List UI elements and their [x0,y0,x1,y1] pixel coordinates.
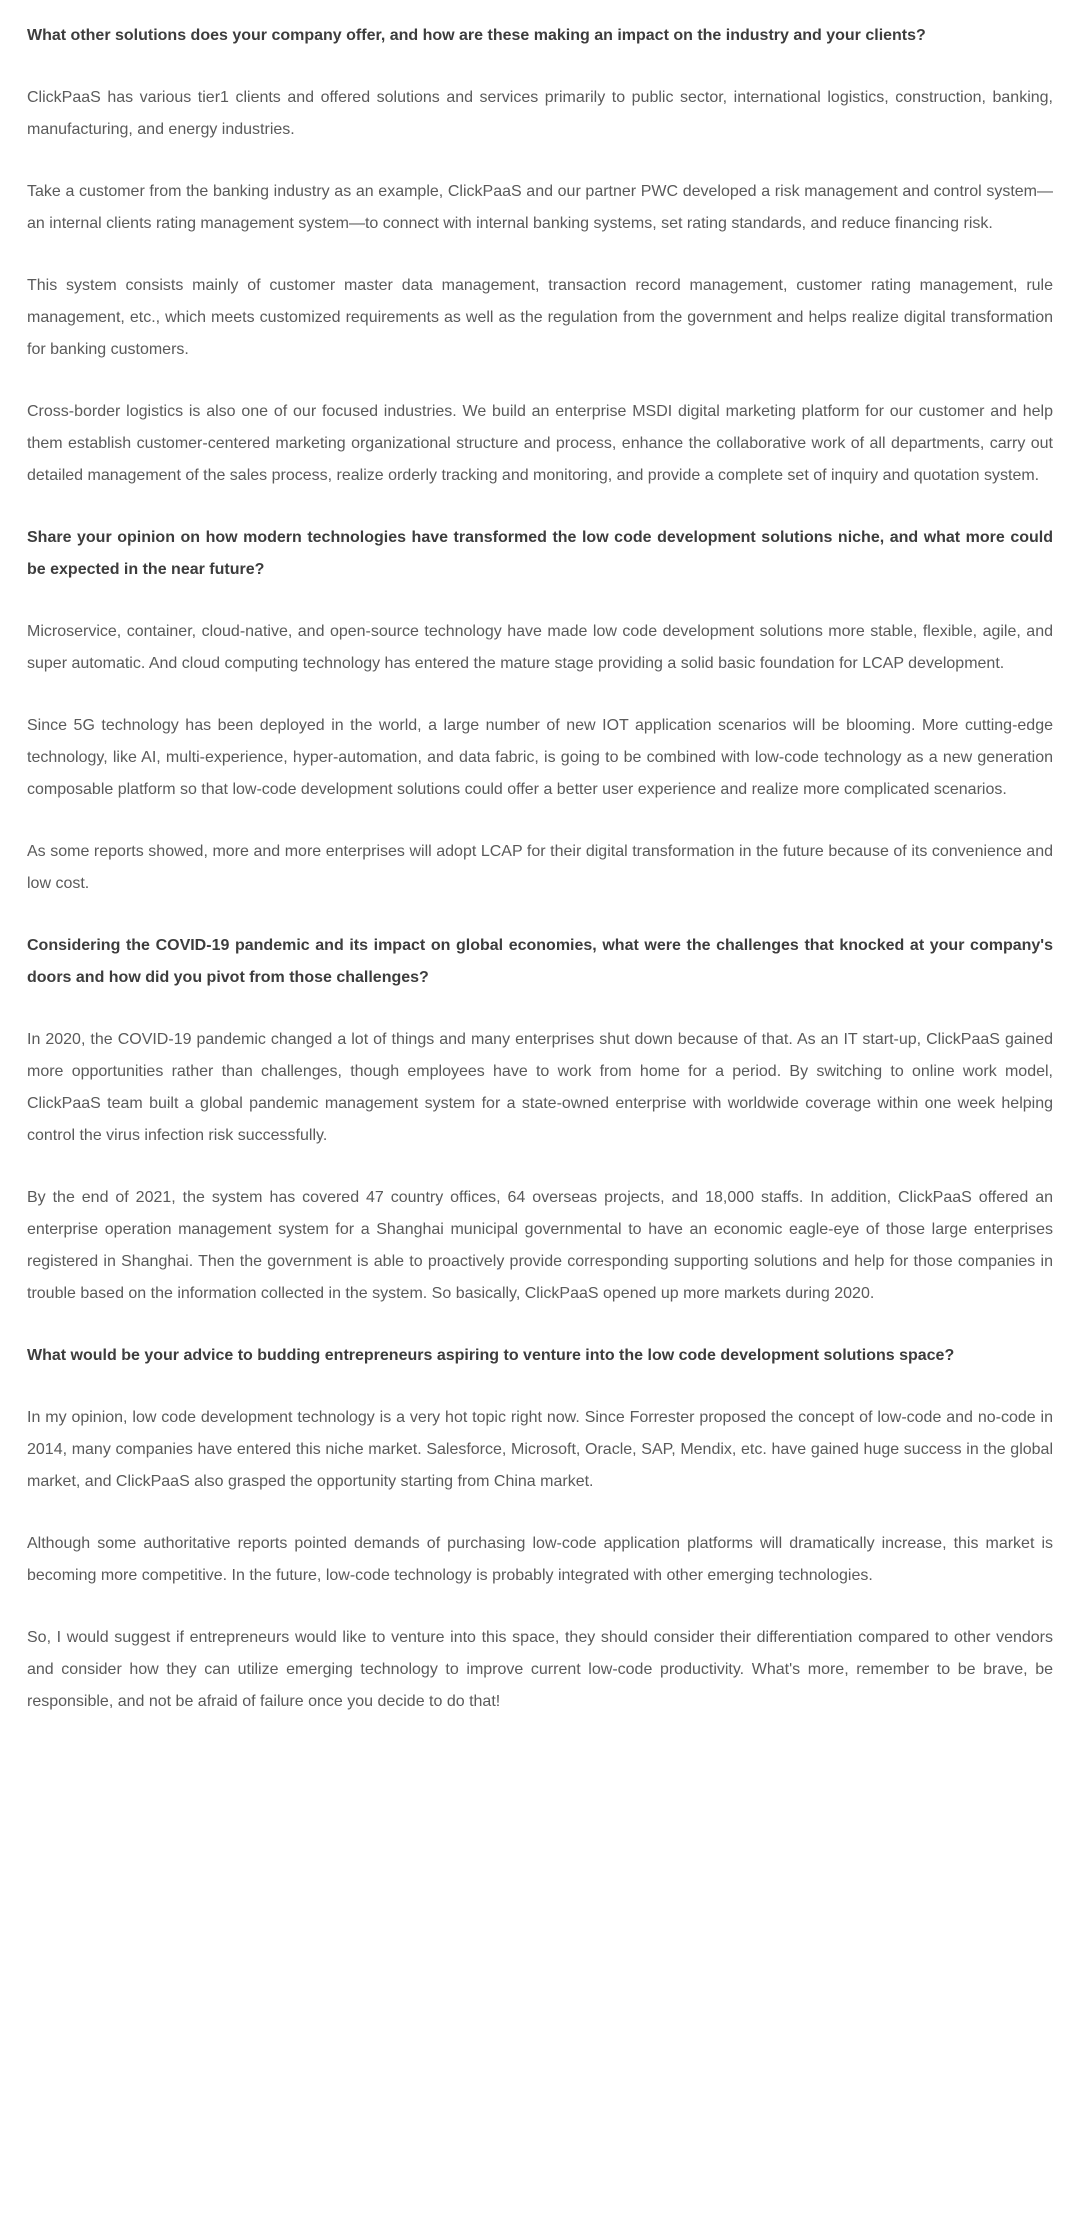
answer-paragraph: In my opinion, low code development technology is a very hot topic right now. Since Forrester proposed the concept of low-code and no-code in 2014, many companies have entered this niche market. Salesforce, Microsoft, Oracle, SAP, Mendix, etc. have gained huge success in the global market, and ClickPaaS also grasped the opportunity starting from China market. [27,1409,1053,1490]
answer-paragraph: Microservice, container, cloud-native, and open-source technology have made low code development solutions more stable, flexible, agile, and super automatic. And cloud computing technology has entered the mature stage providing a solid basic foundation for LCAP development. [27,623,1053,672]
question-heading: Share your opinion on how modern technologies have transformed the low code development solutions niche, and what more could be expected in the near future? [27,529,1053,578]
answer-paragraph: Although some authoritative reports pointed demands of purchasing low-code application platforms will dramatically increase, this market is becoming more competitive. In the future, low-code technology is probably integrated with other emerging technologies. [27,1535,1053,1584]
answer-paragraph: ClickPaaS has various tier1 clients and offered solutions and services primarily to public sector, international logistics, construction, banking, manufacturing, and energy industries. [27,89,1053,138]
answer-paragraph: This system consists mainly of customer master data management, transaction record management, customer rating management, rule management, etc., which meets customized requirements as well as the regulation from the government and helps realize digital transformation for banking customers. [27,277,1053,358]
answer-paragraph: As some reports showed, more and more enterprises will adopt LCAP for their digital transformation in the future because of its convenience and low cost. [27,843,1053,892]
answer-paragraph: By the end of 2021, the system has covered 47 country offices, 64 overseas projects, and 18,000 staffs. In addition, ClickPaaS offered an enterprise operation management system for a Shanghai municipal governmental to have an economic eagle-eye of those large enterprises registered in Shanghai. Then the government is able to proactively provide corresponding supporting solutions and help for those companies in trouble based on the information collected in the system. So basically, ClickPaaS opened up more markets during 2020. [27,1189,1053,1302]
answer-paragraph: So, I would suggest if entrepreneurs would like to venture into this space, they should consider their differentiation compared to other vendors and consider how they can utilize emerging technology to improve current low-code productivity. What's more, remember to be brave, be responsible, and not be afraid of failure once you decide to do that! [27,1629,1053,1710]
answer-paragraph: Cross-border logistics is also one of our focused industries. We build an enterprise MSDI digital marketing platform for our customer and help them establish customer-centered marketing organizational structure and process, enhance the collaborative work of all departments, carry out detailed management of the sales process, realize orderly tracking and monitoring, and provide a complete set of inquiry and quotation system. [27,403,1053,484]
question-heading: Considering the COVID-19 pandemic and its impact on global economies, what were the challenges that knocked at your company's doors and how did you pivot from those challenges? [27,937,1053,986]
answer-paragraph: In 2020, the COVID-19 pandemic changed a lot of things and many enterprises shut down because of that. As an IT start-up, ClickPaaS gained more opportunities rather than challenges, though employees have to work from home for a period. By switching to online work model, ClickPaaS team built a global pandemic management system for a state-owned enterprise with worldwide coverage within one week helping control the virus infection risk successfully. [27,1031,1053,1144]
question-heading: What other solutions does your company offer, and how are these making an impact on the industry and your clients? [27,27,926,44]
answer-paragraph: Take a customer from the banking industry as an example, ClickPaaS and our partner PWC developed a risk management and control system—an internal clients rating management system—to connect with internal banking systems, set rating standards, and reduce financing risk. [27,183,1053,232]
article-content [27,20,1053,1718]
answer-paragraph: Since 5G technology has been deployed in the world, a large number of new IOT application scenarios will be blooming. More cutting-edge technology, like AI, multi-experience, hyper-automation, and data fabric, is going to be combined with low-code technology as a new generation composable platform so that low-code development solutions could offer a better user experience and realize more complicated scenarios. [27,717,1053,798]
question-heading: What would be your advice to budding entrepreneurs aspiring to venture into the low code development solutions space? [27,1347,955,1364]
